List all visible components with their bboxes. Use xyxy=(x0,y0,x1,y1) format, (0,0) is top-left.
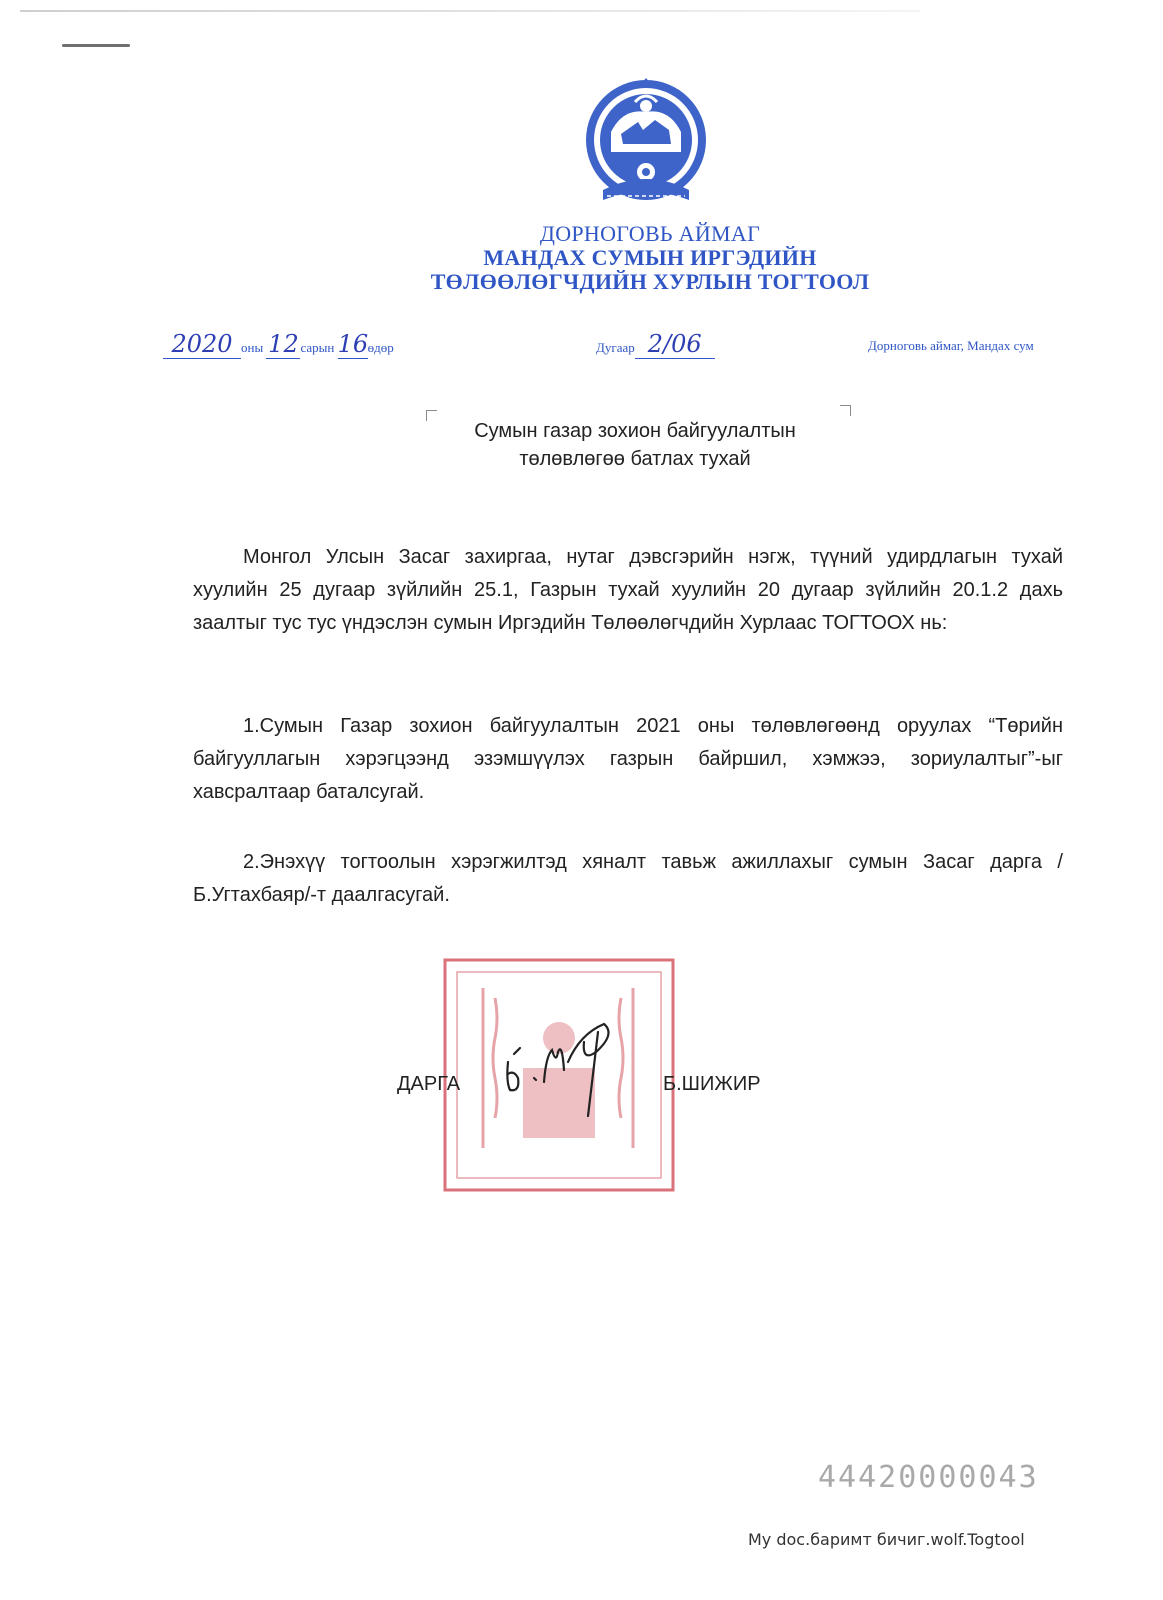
subject-bracket-right xyxy=(840,405,851,416)
file-path-footer: My doc.баримт бичиг.wolf.Togtool xyxy=(748,1530,1025,1549)
item-2-text: 2.Энэхүү тогтоолын хэрэгжилтэд хяналт тавьж ажиллахыг сумын Засаг дарга / Б.Угтахбаяр/-т даалгасугай. xyxy=(193,851,1063,906)
signatory-title: ДАРГА xyxy=(397,1073,461,1095)
date-year: 2020 xyxy=(163,330,241,359)
subject-line2: төлөвлөгөө батлах тухай xyxy=(519,448,751,470)
number-value: 2/06 xyxy=(635,330,715,359)
place-line: Дорноговь аймаг, Мандах сум xyxy=(868,338,1034,353)
handwritten-signature xyxy=(500,1012,625,1124)
preamble-paragraph xyxy=(193,541,1063,640)
date-month: 12 xyxy=(268,330,299,358)
item-1-paragraph xyxy=(193,710,1063,809)
state-emblem-icon xyxy=(583,72,709,210)
corner-mark xyxy=(62,44,130,47)
header-title: ТӨЛӨӨЛӨГЧДИЙН ХУРЛЫН ТОГТООЛ xyxy=(430,269,870,294)
subject xyxy=(400,417,870,473)
subject-line1: Сумын газар зохион байгуулалтын xyxy=(474,420,796,442)
date-year-suffix: оны xyxy=(241,340,264,355)
date-day: 16 xyxy=(337,330,369,358)
signatory-name: Б.ШИЖИР xyxy=(663,1073,761,1095)
document-header xyxy=(380,222,920,294)
header-aimag: ДОРНОГОВЬ АЙМАГ xyxy=(539,221,761,246)
date-day-suffix: өдөр xyxy=(367,340,394,355)
header-sum: МАНДАХ СУМЫН ИРГЭДИЙН xyxy=(483,245,817,270)
date-line xyxy=(163,330,394,359)
item-1-text: 1.Сумын Газар зохион байгуулалтын 2021 оны төлөвлөгөөнд оруулах “Төрийн байгууллагын хэрэгцээнд эзэмшүүлэх газрын байршил, хэмжээ, зориулалтыг”-ыг хавсралтаар баталсугай. xyxy=(193,715,1063,803)
item-2-paragraph xyxy=(193,846,1063,912)
preamble-text: Монгол Улсын Засаг захиргаа, нутаг дэвсгэрийн нэгж, түүний удирдлагын тухай хуулийн 25 дугаар зүйлийн 25.1, Газрын тухай хуулийн 20 дугаар зүйлийн 20.1.2 дахь заалтыг тус тус үндэслэн сумын Иргэдийн Төлөөлөгчдийн Хурлаас ТОГТООХ нь: xyxy=(193,546,1063,634)
number-label: Дугаар xyxy=(596,340,635,355)
scan-edge xyxy=(20,10,920,12)
serial-number: 44420000043 xyxy=(818,1460,1039,1495)
document-number xyxy=(596,330,715,359)
date-month-suffix: сарын xyxy=(300,340,335,355)
